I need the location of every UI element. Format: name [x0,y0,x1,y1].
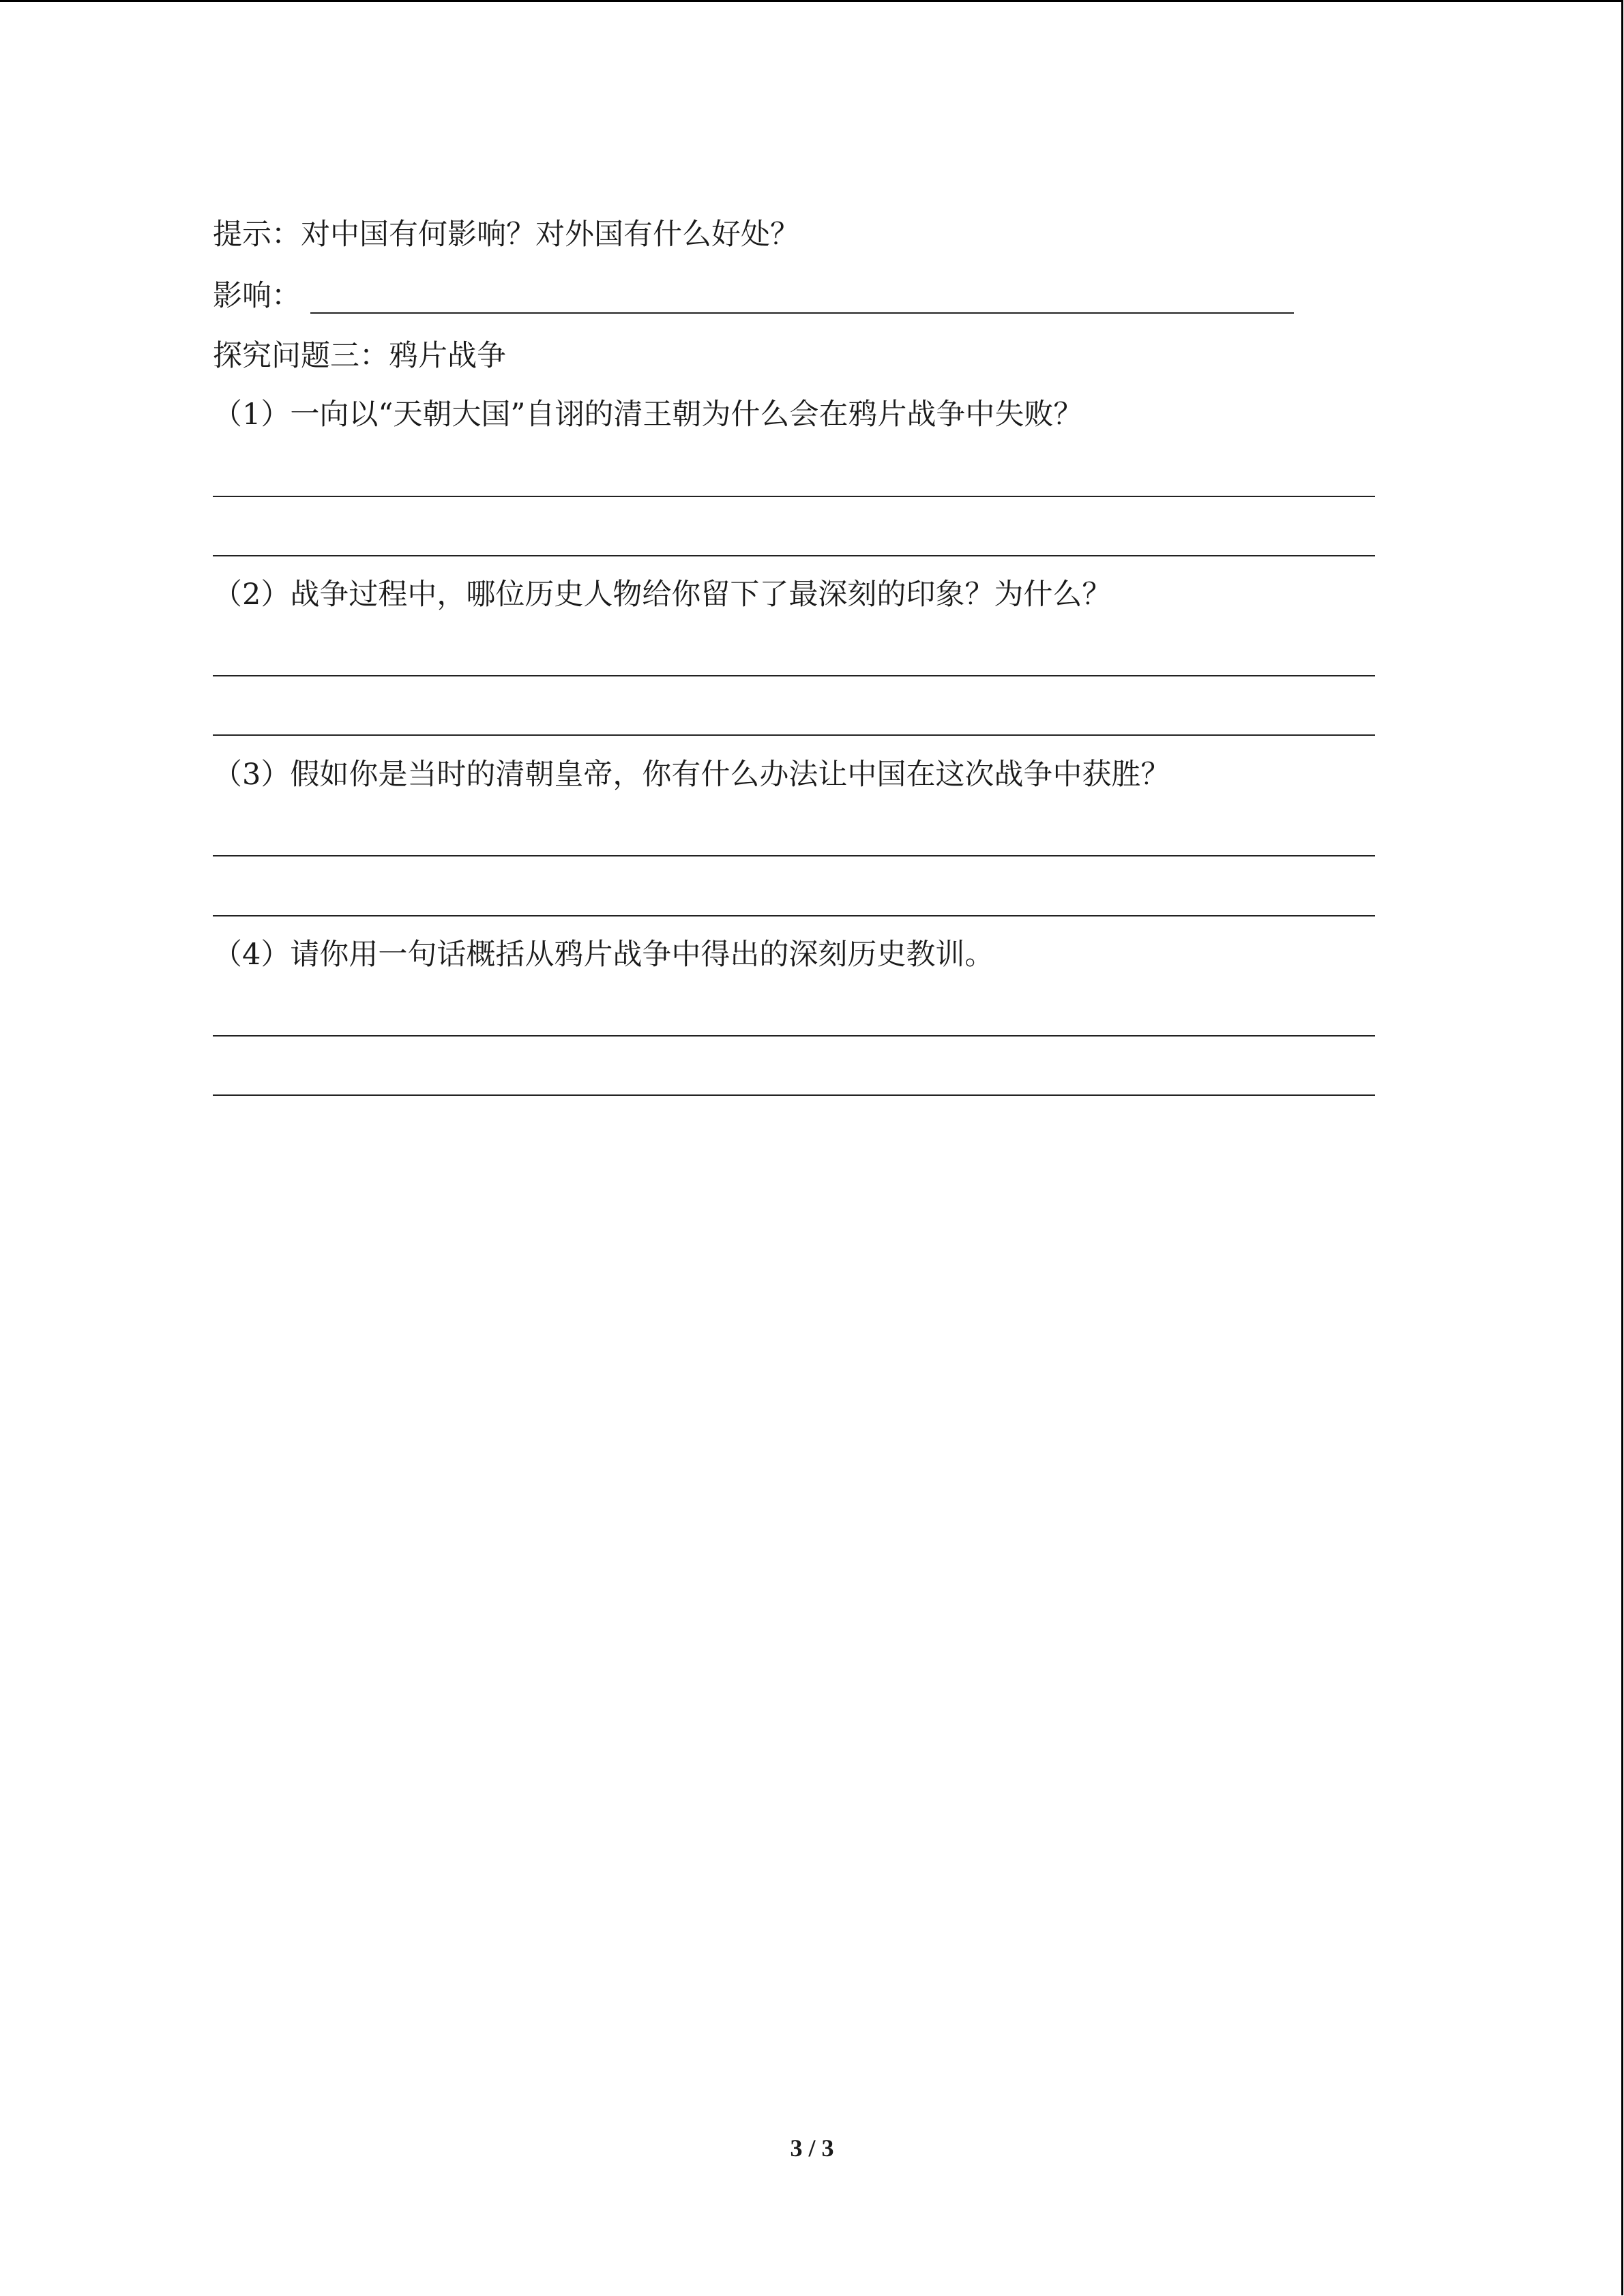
answer-line-1a[interactable] [213,496,1375,497]
question-3: （3）假如你是当时的清朝皇帝，你有什么办法让中国在这次战争中获胜？ [213,758,1170,792]
answer-line-4b[interactable] [213,1094,1375,1096]
answer-line-3b[interactable] [213,915,1375,916]
impact-label: 影响： [213,279,301,313]
question-1: （1）一向以“天朝大国”自诩的清王朝为什么会在鸦片战争中失败？ [213,398,1083,432]
impact-answer-blank[interactable] [310,312,1294,314]
answer-line-3a[interactable] [213,855,1375,856]
answer-line-2a[interactable] [213,675,1375,676]
section-title: 探究问题三：鸦片战争 [213,339,506,373]
question-4: （4）请你用一句话概括从鸦片战争中得出的深刻历史教训。 [213,938,994,972]
question-2: （2）战争过程中，哪位历史人物给你留下了最深刻的印象？为什么？ [213,578,1112,612]
answer-line-4a[interactable] [213,1035,1375,1037]
answer-line-1b[interactable] [213,555,1375,556]
hint-text: 提示：对中国有何影响？对外国有什么好处？ [213,218,799,252]
page-number: 3 / 3 [790,2134,834,2162]
answer-line-2b[interactable] [213,734,1375,736]
